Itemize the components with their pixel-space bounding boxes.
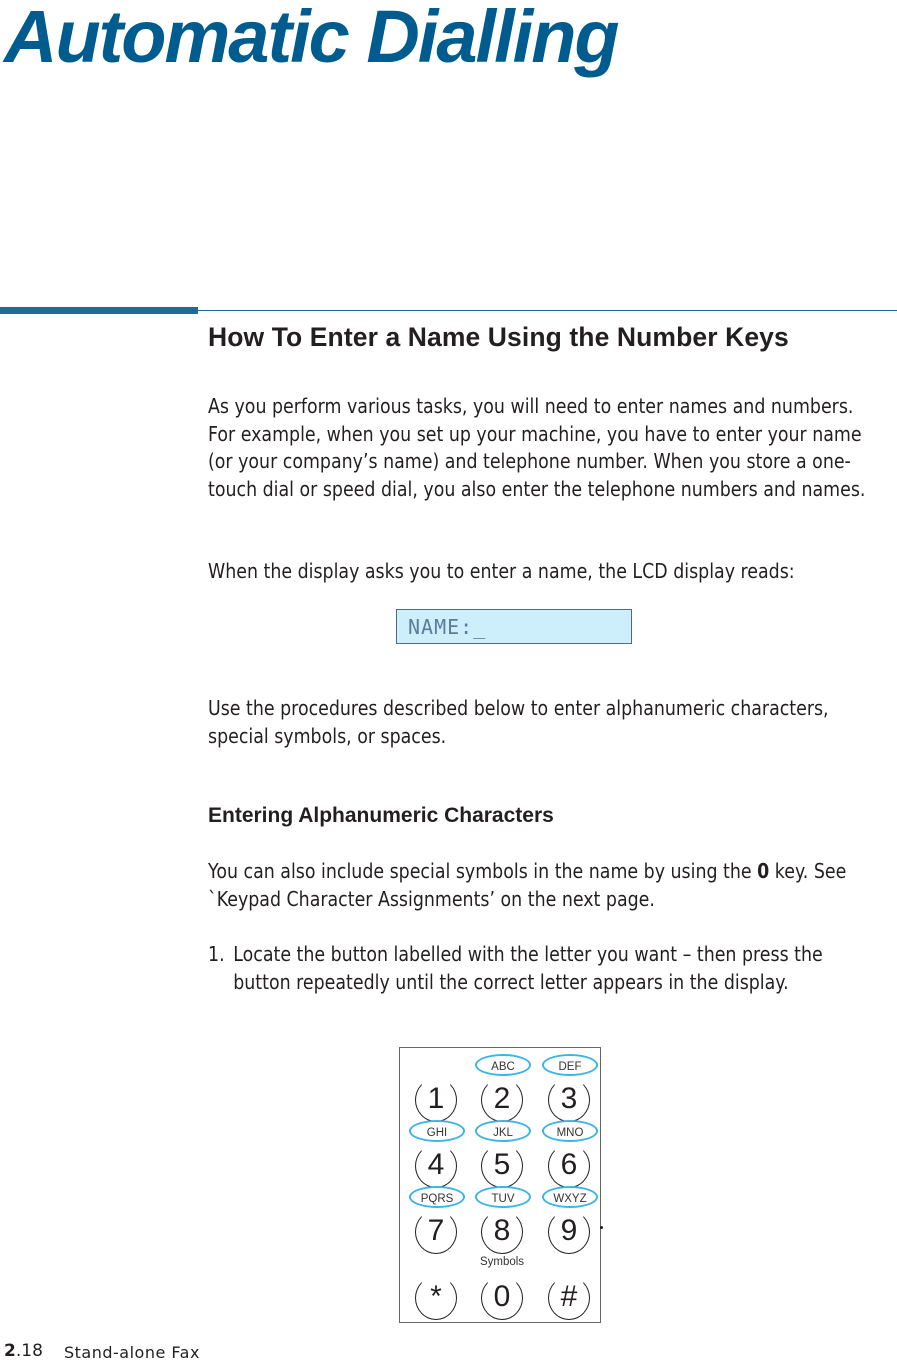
keypad-digit: 2	[493, 1082, 511, 1115]
keypad-letters: ABC	[475, 1054, 531, 1076]
keypad-digit: *	[430, 1280, 442, 1313]
keypad-letters: Symbols	[479, 1256, 525, 1268]
keypad-digit: 5	[493, 1148, 511, 1181]
intro-paragraph: As you perform various tasks, you will need to enter names and numbers. For example, when you set up your machine, you have to enter your name (or your company’s name) and telephone number. When you store a one-touch dial or speed dial, you also enter the telephone numbers and names.	[208, 394, 866, 501]
keypad-letters: PQRS	[409, 1186, 465, 1208]
keypad-digit: 7	[427, 1214, 445, 1247]
symbols-note-after: key. See `Keypad Character Assignments’ on the next page.	[208, 859, 847, 911]
keypad-letters: WXYZ	[542, 1186, 598, 1208]
keypad-digit: #	[560, 1280, 578, 1313]
keypad-letters: MNO	[542, 1120, 598, 1142]
keypad-letters: JKL	[475, 1120, 531, 1142]
section-rule-thick	[0, 307, 198, 314]
keypad-digit: 9	[560, 1214, 578, 1247]
keypad-letters: GHI	[409, 1120, 465, 1142]
keypad-digit: 8	[493, 1214, 511, 1247]
symbols-note-key: 0	[757, 859, 770, 883]
keypad-dot	[600, 1226, 603, 1229]
step-1-line-2: button repeatedly until the correct letter appears in the display.	[233, 969, 789, 994]
page-chapter-number: 2	[4, 1341, 16, 1361]
symbols-note-before: You can also include special symbols in the name by using the	[208, 859, 758, 883]
step-1-number: 1.	[208, 942, 225, 966]
keypad-letters: TUV	[475, 1186, 531, 1208]
keypad-letters: DEF	[542, 1054, 598, 1076]
symbols-note-paragraph	[208, 858, 878, 913]
section-heading: How To Enter a Name Using the Number Keys	[208, 322, 789, 352]
keypad-illustration	[399, 1047, 601, 1323]
step-1-line-1: Locate the button labelled with the letter you want – then press the	[233, 942, 823, 966]
page-number-suffix: .18	[15, 1341, 43, 1361]
procedures-paragraph: Use the procedures described below to enter alphanumeric characters, special symbols, or spaces.	[208, 696, 829, 748]
chapter-title: Automatic Dialling	[4, 0, 618, 78]
keypad-digit: 0	[493, 1280, 511, 1313]
keypad-digit: 4	[427, 1148, 445, 1181]
step-1	[208, 941, 878, 996]
footer-section-title: Stand-alone Fax	[64, 1343, 200, 1362]
lcd-display-text: NAME:_	[408, 615, 487, 639]
page-number	[4, 1341, 43, 1361]
keypad-digit: 3	[560, 1082, 578, 1115]
lcd-display	[396, 609, 632, 644]
lcd-prompt-paragraph: When the display asks you to enter a name, the LCD display reads:	[208, 559, 795, 583]
section-rule-thin	[198, 310, 897, 311]
keypad-digit: 1	[427, 1082, 445, 1115]
keypad-digit: 6	[560, 1148, 578, 1181]
sub-heading: Entering Alphanumeric Characters	[208, 804, 554, 827]
